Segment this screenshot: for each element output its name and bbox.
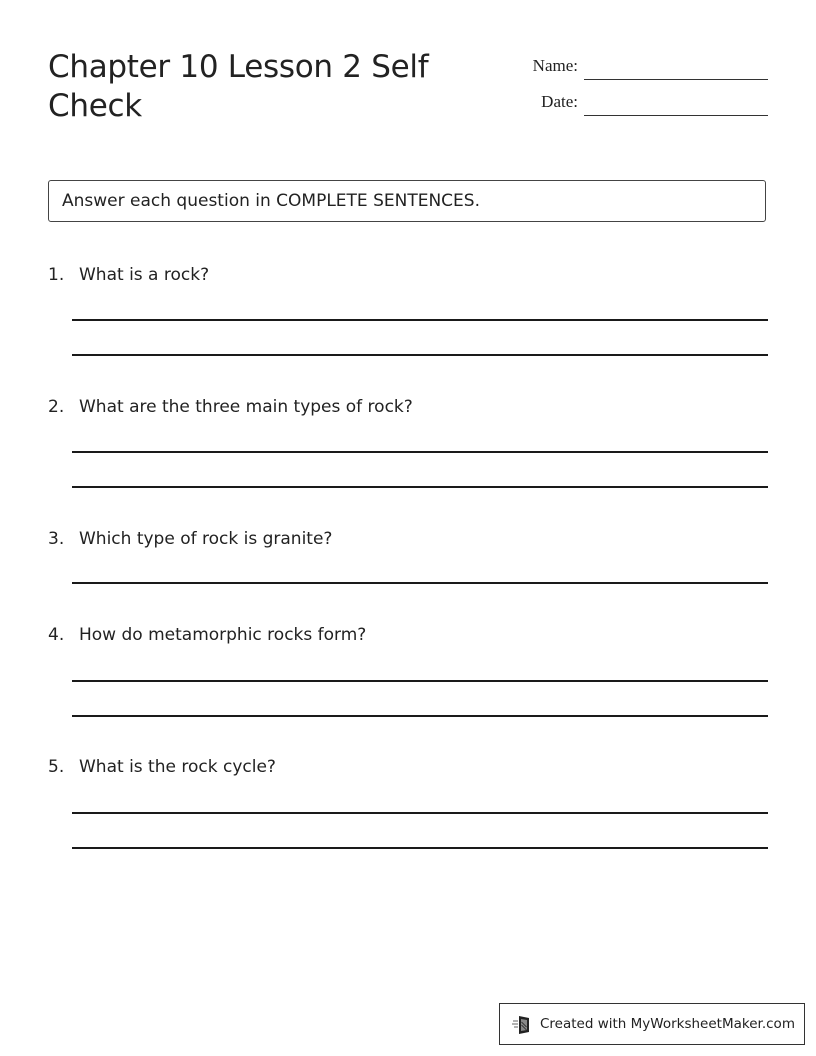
question-number: 4. [48, 625, 65, 645]
answer-line-2b[interactable] [72, 486, 768, 488]
question-text: How do metamorphic rocks form? [79, 625, 367, 645]
question-text: What is a rock? [79, 265, 210, 285]
name-input-line[interactable] [584, 79, 768, 80]
footer-text: Created with MyWorksheetMaker.com [540, 1016, 795, 1032]
date-field[interactable] [500, 92, 768, 116]
answer-line-1a[interactable] [72, 319, 768, 321]
answer-line-1b[interactable] [72, 354, 768, 356]
question-text: Which type of rock is granite? [79, 529, 333, 549]
answer-line-3a[interactable] [72, 582, 768, 584]
question-text: What are the three main types of rock? [79, 397, 413, 417]
question-text: What is the rock cycle? [79, 757, 276, 777]
footer-attribution[interactable] [499, 1003, 805, 1045]
answer-line-5a[interactable] [72, 812, 768, 814]
instructions-box: Answer each question in COMPLETE SENTENCES. [48, 180, 766, 222]
question-number: 5. [48, 757, 65, 777]
answer-line-4a[interactable] [72, 680, 768, 682]
answer-line-5b[interactable] [72, 847, 768, 849]
question-number: 1. [48, 265, 65, 285]
question-number: 2. [48, 397, 65, 417]
answer-line-2a[interactable] [72, 451, 768, 453]
question-number: 3. [48, 529, 65, 549]
worksheet-title: Chapter 10 Lesson 2 Self Check [48, 49, 429, 124]
date-input-line[interactable] [584, 115, 768, 116]
worksheet-maker-logo-icon [512, 1013, 534, 1035]
date-label: Date: [541, 92, 578, 111]
name-field[interactable] [500, 56, 768, 80]
name-label: Name: [532, 56, 578, 75]
answer-line-4b[interactable] [72, 715, 768, 717]
